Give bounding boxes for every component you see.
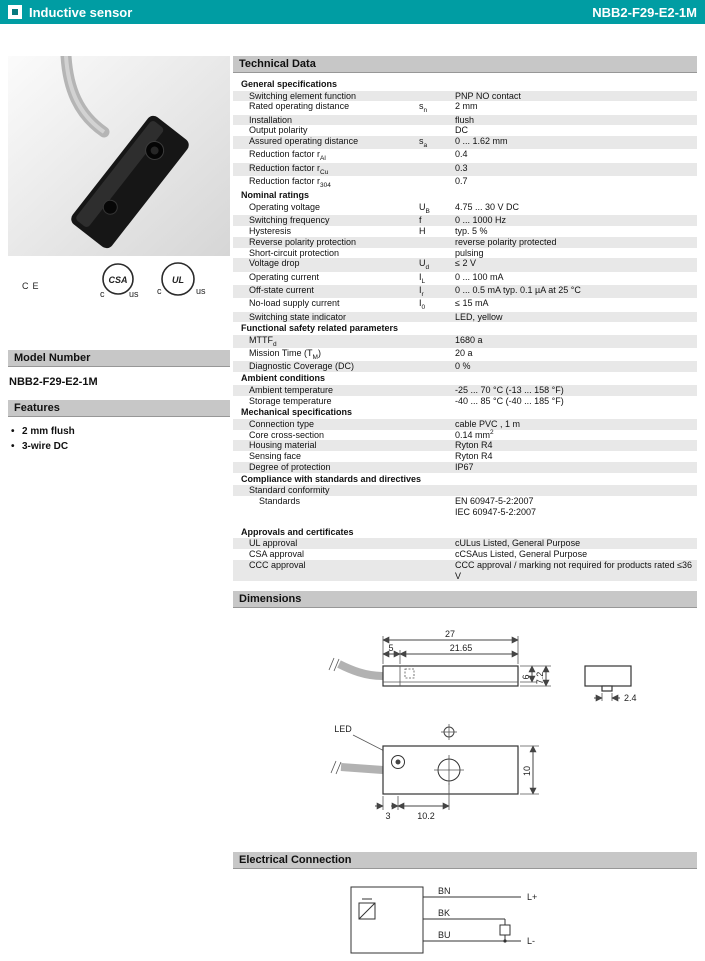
dim-height-inner-label: 6 (521, 674, 531, 680)
spec-symbol (419, 335, 455, 348)
spec-symbol (419, 237, 455, 248)
spec-row (233, 440, 697, 451)
spec-value: PNP NO contact (455, 90, 521, 101)
spec-value: 0.3 (455, 162, 468, 173)
spec-label: Operating current (249, 271, 320, 282)
spec-row (233, 348, 697, 361)
spec-value: -40 ... 85 °C (-40 ... 185 °F) (455, 395, 564, 406)
dim-height-outer-label: 7.2 (535, 672, 545, 685)
spec-label: Standard conformity (249, 485, 330, 496)
spec-row (233, 361, 697, 372)
spec-symbol (419, 348, 455, 361)
load-symbol (500, 925, 510, 935)
spec-value: flush (455, 114, 475, 125)
spec-label: $MTTF_d$ (249, 334, 277, 348)
left-column (8, 56, 230, 454)
spec-row (233, 430, 697, 441)
spec-row (233, 125, 697, 136)
spec-value-line: IEC 60947-5-2:2007 (455, 506, 537, 517)
spec-symbol: H (419, 225, 426, 236)
spec-value: 4.75 ... 30 V DC (455, 201, 520, 212)
spec-symbol (419, 560, 455, 582)
spec-value: Ryton R4 (455, 451, 493, 462)
spec-symbol: $I_L$ (419, 271, 426, 285)
sensor-side-outline (383, 666, 518, 686)
center-marker-icon (441, 724, 457, 740)
spec-symbol (419, 248, 455, 259)
spec-symbol (419, 361, 455, 372)
spec-value: pulsing (455, 247, 484, 258)
spec-symbol (419, 149, 455, 162)
spec-row (233, 298, 697, 311)
wire-bn-label: BN (438, 886, 451, 897)
spec-row (233, 258, 697, 271)
spec-label: Housing material (249, 440, 317, 451)
spec-symbol (419, 312, 455, 323)
spec-label: Diagnostic Coverage (DC) (249, 361, 355, 372)
end-view (585, 666, 637, 703)
spec-section-header: General specifications (241, 79, 338, 89)
spec-row (233, 335, 697, 348)
product-photo (8, 56, 230, 256)
spec-row (233, 272, 697, 285)
spec-row (233, 91, 697, 102)
spec-symbol: f (419, 215, 422, 226)
spec-symbol (419, 91, 455, 102)
dimension-drawing (233, 620, 697, 838)
spec-section-header: Compliance with standards and directives (241, 473, 422, 484)
wire-bk-label: BK (438, 908, 451, 919)
spec-label: Storage temperature (249, 395, 332, 406)
spec-symbol (419, 430, 455, 441)
spec-symbol (419, 440, 455, 451)
spec-label: Reduction factor $r_{304}$ (249, 176, 331, 189)
wire-bu-label: BU (438, 930, 451, 941)
spec-row (233, 485, 697, 496)
svg-text:us: us (196, 286, 206, 296)
cable-top (341, 767, 383, 770)
spec-label: Switching state indicator (249, 311, 347, 322)
csa-mark-icon (100, 264, 139, 299)
dim-nub-label: 2.4 (624, 693, 637, 704)
spec-symbol (419, 115, 455, 126)
spec-value: 20 a (455, 348, 473, 359)
model-number-value: NBB2-F29-E2-1M (9, 376, 98, 388)
spec-row (233, 202, 697, 215)
spec-label: UL approval (249, 538, 298, 549)
spec-symbol (419, 451, 455, 462)
ce-mark-icon: CE (22, 281, 43, 291)
spec-value: cCSAus Listed, General Purpose (455, 549, 588, 559)
spec-label: Reduction factor $r_{Cu}$ (249, 162, 329, 176)
spec-symbol (419, 419, 455, 430)
inductive-sensor-symbol-icon (359, 899, 375, 919)
spec-symbol (419, 485, 455, 496)
spec-label: CSA approval (249, 549, 305, 559)
spec-symbol (419, 496, 455, 518)
features-section-header: Features (8, 400, 230, 417)
spec-value: 1680 a (455, 334, 483, 345)
spec-symbol: $s_a$ (419, 136, 428, 149)
ul-mark-icon (157, 263, 206, 296)
spec-label: Off-state current (249, 284, 314, 295)
spec-row (233, 176, 697, 189)
technical-data-table (233, 78, 697, 581)
spec-row (233, 462, 697, 473)
spec-row (233, 115, 697, 126)
spec-label: Output polarity (249, 125, 308, 136)
spec-label: Sensing face (249, 451, 302, 462)
spec-row (233, 560, 697, 582)
table-gap (233, 518, 697, 526)
spec-value: Ryton R4 (455, 440, 493, 451)
spec-label: No-load supply current (249, 298, 340, 309)
sensor-end-outline (585, 666, 631, 686)
spec-value: ≤ 15 mA (455, 298, 489, 309)
spec-label: Connection type (249, 418, 315, 429)
dim-depth-label: 10 (522, 766, 532, 777)
spec-row (233, 149, 697, 162)
electrical-connection-drawing (233, 881, 697, 961)
svg-text:c: c (100, 289, 105, 299)
spec-value: cable PVC , 1 m (455, 418, 521, 429)
spec-section-header: Nominal ratings (241, 190, 310, 201)
terminal-plus-label: L+ (527, 892, 538, 903)
spec-value: typ. 5 % (455, 225, 488, 236)
spec-label: Rated operating distance (249, 101, 350, 112)
spec-label: Voltage drop (249, 258, 300, 269)
spec-value (455, 485, 697, 496)
sensor-box (351, 887, 423, 953)
spec-value: ≤ 2 V (455, 258, 476, 269)
spec-symbol (419, 163, 455, 176)
side-view (329, 629, 551, 686)
svg-text:c: c (157, 286, 162, 296)
spec-section-header: Functional safety related parameters (241, 323, 399, 334)
spec-symbol: $U_d$ (419, 258, 430, 272)
spec-label: Standards (259, 496, 301, 507)
feature-item: • 3-wire DC (10, 439, 230, 454)
model-number-header: NBB2-F29-E2-1M (592, 4, 697, 20)
spec-label: Reverse polarity protection (249, 236, 357, 247)
spec-row (233, 419, 697, 430)
terminal-minus-label: L- (527, 936, 536, 947)
spec-label: Switching frequency (249, 215, 330, 226)
spec-value: cULus Listed, General Purpose (455, 538, 581, 549)
spec-label: Mission Time $(T_M)$ (249, 348, 321, 361)
spec-value: CCC approval / marking not required for products rated ≤36 V (455, 559, 693, 581)
certification-marks (8, 256, 230, 304)
spec-value: DC (455, 125, 468, 136)
spec-row (233, 248, 697, 259)
spec-value: -25 ... 70 °C (-13 ... 158 °F) (455, 384, 564, 395)
svg-text:us: us (129, 289, 139, 299)
led-label: LED (334, 724, 352, 735)
svg-text:UL: UL (172, 275, 184, 285)
spec-label: Installation (249, 114, 293, 125)
spec-section-header: Approvals and certificates (241, 526, 354, 537)
spec-row (233, 163, 697, 176)
spec-value: 0 % (455, 361, 471, 372)
spec-label: Switching element function (249, 90, 357, 101)
spec-label: Reduction factor $r_{Al}$ (249, 149, 326, 163)
spec-label: Degree of protection (249, 462, 331, 473)
spec-value: 0 ... 1000 Hz (455, 215, 507, 226)
spec-value-line: EN 60947-5-2:2007 (455, 496, 534, 507)
electrical-connection-header: Electrical Connection (233, 852, 697, 869)
spec-label: Assured operating distance (249, 136, 359, 147)
spec-value (455, 496, 697, 518)
spec-symbol (419, 538, 455, 549)
spec-row (233, 226, 697, 237)
spec-row (233, 538, 697, 549)
spec-row (233, 312, 697, 323)
spec-row (233, 385, 697, 396)
spec-row (233, 101, 697, 114)
feature-item: • 2 mm flush (10, 424, 230, 439)
spec-value: 0.4 (455, 149, 468, 160)
page-title: Inductive sensor (29, 4, 133, 20)
brand-square-icon (8, 5, 22, 19)
dim-left-label: 5 (388, 643, 394, 654)
spec-value: 0.14 $mm^2$ (455, 428, 494, 440)
spec-value: reverse polarity protected (455, 236, 557, 247)
spec-symbol (419, 396, 455, 407)
dim-right-label: 21.65 (449, 643, 473, 654)
dimensions-header: Dimensions (233, 591, 697, 608)
model-number-section-header: Model Number (8, 350, 230, 367)
spec-symbol (419, 549, 455, 560)
spec-symbol (419, 385, 455, 396)
spec-value: 0 ... 1.62 mm (455, 136, 508, 147)
spec-row (233, 451, 697, 462)
top-view (331, 724, 539, 821)
spec-row (233, 496, 697, 518)
spec-row (233, 237, 697, 248)
technical-data-header: Technical Data (233, 56, 697, 73)
svg-text:CSA: CSA (108, 275, 128, 285)
spec-row (233, 396, 697, 407)
spec-row (233, 285, 697, 298)
model-number-block (8, 350, 230, 454)
spec-value: IP67 (455, 462, 474, 473)
cable-side (339, 664, 383, 676)
right-column (233, 56, 697, 961)
spec-symbol (419, 462, 455, 473)
spec-value: 0 ... 0.5 mA typ. 0.1 µA at 25 °C (455, 284, 581, 295)
spec-label: Short-circuit protection (249, 247, 340, 258)
sensing-nub (602, 686, 612, 691)
spec-symbol: $s_n$ (419, 101, 428, 115)
spec-value: LED, yellow (455, 311, 503, 322)
spec-label: Operating voltage (249, 201, 321, 212)
dim-width-label: 27 (444, 629, 456, 640)
spec-value: 0.7 (455, 176, 468, 187)
spec-row (233, 136, 697, 149)
dim-center-label: 10.2 (417, 811, 435, 822)
spec-row (233, 549, 697, 560)
title-bar (0, 0, 705, 24)
spec-symbol (419, 176, 455, 189)
features-list (8, 417, 230, 454)
spec-symbol: $I_r$ (419, 284, 424, 298)
spec-section-header: Ambient conditions (241, 373, 325, 384)
spec-value: 2 mm (455, 101, 478, 112)
spec-label: Ambient temperature (249, 384, 334, 395)
dim-offset-label: 3 (385, 811, 391, 822)
spec-section-header: Mechanical specifications (241, 407, 353, 418)
spec-symbol: $I_0$ (419, 298, 426, 312)
spec-label: Core cross-section (249, 429, 325, 440)
spec-label: Hysteresis (249, 225, 292, 236)
spec-label: CCC approval (249, 559, 306, 570)
spec-symbol (419, 125, 455, 136)
spec-value: 0 ... 100 mA (455, 271, 504, 282)
spec-symbol: $U_B$ (419, 201, 430, 215)
spec-row (233, 215, 697, 226)
